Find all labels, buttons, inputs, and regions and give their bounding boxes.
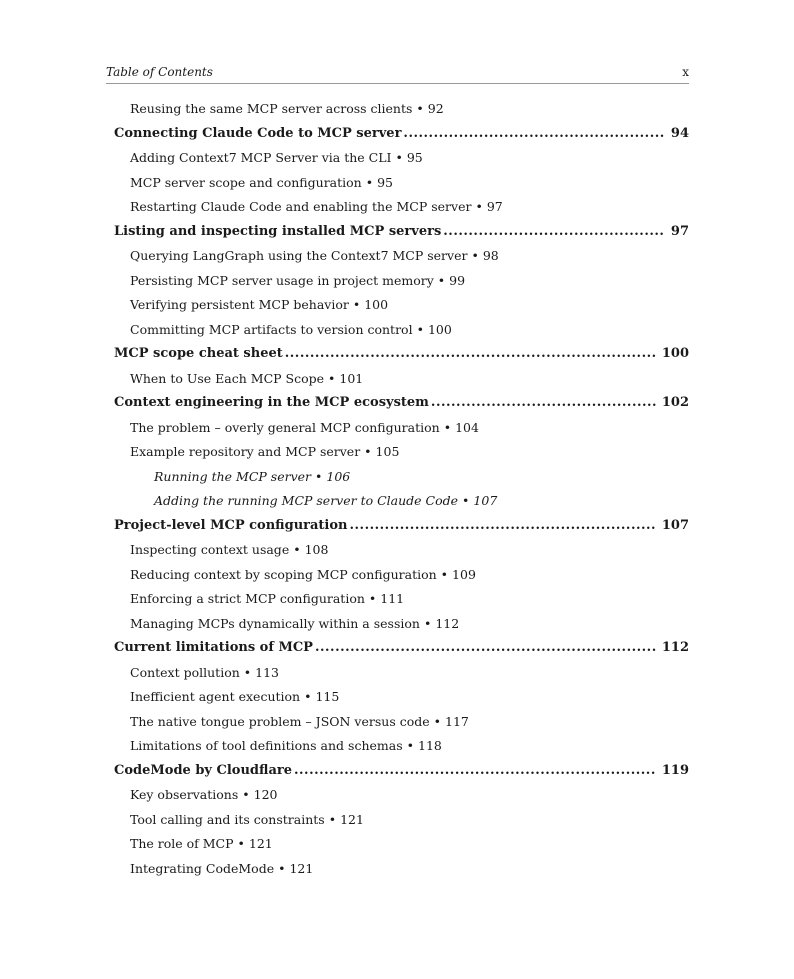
bullet-separator: •	[364, 444, 372, 459]
toc-subsection-entry[interactable]	[114, 661, 689, 686]
toc-subsection-entry[interactable]	[114, 440, 689, 465]
toc-subsection-entry[interactable]	[114, 171, 689, 196]
dot-leader	[431, 391, 656, 416]
dot-leader	[294, 759, 656, 784]
toc-entry-title: MCP server scope and configuration	[130, 174, 362, 190]
bullet-separator: •	[365, 174, 374, 190]
bullet-separator: •	[243, 664, 252, 680]
toc-entry-page-number: 120	[253, 787, 278, 802]
dot-leader	[403, 122, 664, 147]
toc-entry-page-number: 99	[449, 272, 466, 288]
toc-entry-page-number: 97	[486, 199, 503, 214]
toc-entry-title: Persisting MCP server usage in project memory	[130, 272, 434, 288]
toc-entry-page-number: 106	[326, 468, 351, 484]
bullet-separator: •	[395, 150, 403, 165]
toc-subsection-entry[interactable]	[114, 465, 689, 490]
dot-leader	[443, 220, 665, 245]
toc-subsection-entry[interactable]	[114, 97, 689, 122]
toc-subsection-entry[interactable]	[114, 587, 689, 612]
toc-subsection-entry[interactable]	[114, 734, 689, 759]
bullet-separator: •	[416, 101, 424, 116]
toc-entry-title: Restarting Claude Code and enabling the MCP server	[130, 199, 472, 214]
toc-entry-page-number: 95	[377, 174, 394, 190]
bullet-separator: •	[278, 860, 286, 876]
bullet-separator: •	[471, 248, 479, 263]
toc-subsection-entry[interactable]	[114, 612, 689, 637]
bullet-separator: •	[416, 321, 424, 337]
running-title: Table of Contents	[106, 65, 213, 79]
toc-section-entry[interactable]	[114, 220, 689, 245]
dot-leader	[350, 514, 656, 539]
toc-entry-title: Listing and inspecting installed MCP servers	[114, 223, 442, 239]
toc-entry-page-number: 111	[380, 591, 405, 606]
toc-subsection-entry[interactable]	[114, 416, 689, 441]
bullet-separator: •	[443, 419, 452, 435]
toc-entry-title: Reusing the same MCP server across clients	[130, 101, 413, 116]
toc-section-entry[interactable]	[114, 759, 689, 784]
bullet-separator: •	[293, 542, 301, 557]
toc-entry-page-number: 112	[435, 615, 460, 631]
bullet-separator: •	[315, 468, 323, 484]
dot-leader	[285, 342, 656, 367]
toc-entry-title: CodeMode by Cloudflare	[114, 762, 292, 778]
toc-entry-title: Inefficient agent execution	[130, 689, 301, 704]
dot-leader	[315, 636, 656, 661]
toc-entry-page-number: 115	[315, 689, 340, 704]
table-of-contents	[114, 97, 689, 881]
toc-subsection-entry[interactable]	[114, 685, 689, 710]
toc-entry-title: Tool calling and its constraints	[130, 811, 325, 827]
toc-entry-title: Limitations of tool definitions and schemas	[130, 738, 403, 753]
page-header	[106, 64, 689, 84]
bullet-separator: •	[242, 787, 250, 802]
toc-entry-page-number: 102	[661, 395, 689, 410]
toc-subsection-entry[interactable]	[114, 538, 689, 563]
toc-entry-page-number: 121	[340, 811, 364, 827]
toc-entry-page-number: 121	[248, 836, 273, 851]
toc-entry-page-number: 100	[661, 346, 689, 361]
bullet-separator: •	[437, 272, 446, 288]
bullet-separator: •	[352, 297, 361, 312]
toc-entry-title: The role of MCP	[130, 836, 234, 851]
toc-entry-title: Verifying persistent MCP behavior	[130, 297, 349, 312]
toc-entry-page-number: 118	[418, 738, 442, 753]
toc-entry-title: Committing MCP artifacts to version control	[130, 321, 413, 337]
toc-entry-page-number: 119	[661, 762, 689, 778]
toc-subsection-entry[interactable]	[114, 269, 689, 294]
toc-entry-page-number: 107	[661, 517, 689, 533]
bullet-separator: •	[423, 615, 432, 631]
toc-entry-page-number: 94	[670, 125, 689, 141]
toc-entry-title: Adding the running MCP server to Claude Code	[154, 493, 459, 508]
toc-entry-title: Adding Context7 MCP Server via the CLI	[130, 150, 392, 165]
toc-subsection-entry[interactable]	[114, 563, 689, 588]
bullet-separator: •	[462, 493, 470, 508]
toc-entry-page-number: 92	[427, 101, 444, 116]
toc-entry-title: Enforcing a strict MCP configuration	[130, 591, 365, 606]
toc-subsection-entry[interactable]	[114, 783, 689, 808]
toc-section-entry[interactable]	[114, 636, 689, 661]
toc-subsection-entry[interactable]	[114, 832, 689, 857]
toc-subsection-entry[interactable]	[114, 367, 689, 392]
toc-subsection-entry[interactable]	[114, 710, 689, 735]
bullet-separator: •	[475, 199, 483, 214]
toc-subsection-entry[interactable]	[114, 808, 689, 833]
toc-entry-page-number: 108	[304, 542, 329, 557]
toc-entry-page-number: 105	[375, 444, 400, 459]
toc-section-entry[interactable]	[114, 122, 689, 147]
toc-entry-page-number: 101	[339, 370, 364, 386]
bullet-separator: •	[406, 738, 414, 753]
toc-entry-title: The native tongue problem – JSON versus code	[130, 713, 430, 729]
toc-subsection-entry[interactable]	[114, 857, 689, 882]
toc-subsection-entry[interactable]	[114, 244, 689, 269]
toc-section-entry[interactable]	[114, 391, 689, 416]
toc-subsection-entry[interactable]	[114, 318, 689, 343]
toc-entry-title: Reducing context by scoping MCP configuration	[130, 566, 437, 582]
toc-entry-page-number: 109	[452, 566, 476, 582]
toc-entry-title: Key observations	[130, 787, 239, 802]
bullet-separator: •	[304, 689, 312, 704]
toc-entry-title: Inspecting context usage	[130, 542, 290, 557]
toc-entry-title: Managing MCPs dynamically within a session	[130, 615, 420, 631]
bullet-separator: •	[328, 811, 337, 827]
toc-entry-title: Current limitations of MCP	[114, 640, 313, 655]
toc-subsection-entry[interactable]	[114, 489, 689, 514]
toc-entry-title: Context engineering in the MCP ecosystem	[114, 395, 429, 410]
toc-subsection-entry[interactable]	[114, 146, 689, 171]
toc-entry-title: Example repository and MCP server	[130, 444, 361, 459]
toc-entry-title: Context pollution	[130, 664, 240, 680]
toc-entry-page-number: 100	[427, 321, 452, 337]
toc-section-entry[interactable]	[114, 514, 689, 539]
bullet-separator: •	[368, 591, 377, 606]
toc-entry-title: Project-level MCP configuration	[114, 517, 348, 533]
toc-entry-title: MCP scope cheat sheet	[114, 346, 283, 361]
toc-entry-page-number: 112	[661, 640, 689, 655]
toc-entry-title: Connecting Claude Code to MCP server	[114, 125, 402, 141]
toc-entry-title: Integrating CodeMode	[130, 860, 275, 876]
toc-entry-page-number: 100	[364, 297, 389, 312]
bullet-separator: •	[328, 370, 336, 386]
toc-entry-title: When to Use Each MCP Scope	[130, 370, 325, 386]
toc-entry-title: The problem – overly general MCP configuration	[130, 419, 440, 435]
toc-entry-page-number: 98	[482, 248, 499, 263]
toc-entry-page-number: 121	[289, 860, 314, 876]
toc-entry-page-number: 107	[473, 493, 498, 508]
bullet-separator: •	[237, 836, 245, 851]
toc-section-entry[interactable]	[114, 342, 689, 367]
toc-entry-page-number: 113	[255, 664, 280, 680]
toc-entry-page-number: 95	[406, 150, 423, 165]
toc-entry-page-number: 117	[445, 713, 469, 729]
toc-entry-title: Running the MCP server	[154, 468, 312, 484]
toc-entry-page-number: 104	[455, 419, 479, 435]
bullet-separator: •	[440, 566, 449, 582]
toc-subsection-entry[interactable]	[114, 195, 689, 220]
toc-entry-title: Querying LangGraph using the Context7 MCP server	[130, 248, 468, 263]
toc-entry-page-number: 97	[670, 223, 689, 239]
page-number: x	[682, 65, 689, 79]
bullet-separator: •	[433, 713, 442, 729]
toc-subsection-entry[interactable]	[114, 293, 689, 318]
